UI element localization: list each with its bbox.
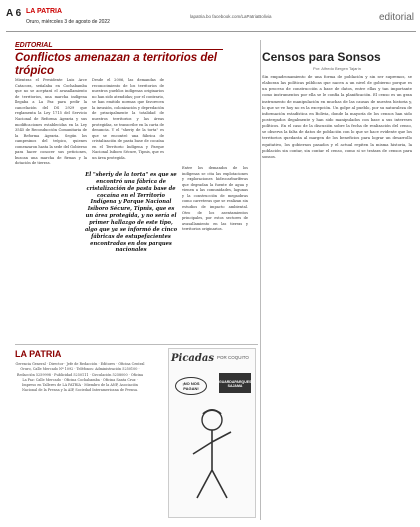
cartoon bbox=[168, 348, 256, 518]
opinion-author: Por: Alfredo Bergen Tajarín bbox=[313, 66, 361, 71]
staff-logo: LA PATRIA bbox=[15, 349, 62, 359]
speech-bubble: ¡NO NOS PAGAN! bbox=[175, 377, 207, 395]
pull-quote: El "sheriy de la torta" es que se encontró una fábrica de cristalización de pasta base de cocaína en el Territorio Indígena y Parque Nacional Isiboro Sécure, Tipnis, que es un área protegida, y no sería el primer hallazgo de este tipo, algo que ya se informó de cinco fábricas de estupefacientes encontradas en dos parques nacionales bbox=[84, 172, 178, 254]
editorial-title: Conflictos amenazan a territorios del trópico bbox=[15, 52, 217, 77]
cartoon-figure-icon bbox=[181, 404, 243, 504]
column-divider bbox=[260, 40, 261, 520]
editorial-column-1: Mientras el Presidente Luis Arce Catacora, señalaba en Cochabamba que no se aceptará el avasallamiento de territorios, una marcha indígena llegaba a La Paz para pedir la cancelación del DS 2929 que reglamenta la Ley 1715 del Servicio Nacional de Reforma Agraria y sus modificaciones establecidas en la Ley 3545 de Reconducción Comunitaria de la Reforma Agraria. Según los campesinos del trópico, quienes comenzaron hasta la sede del Gobierno para hacer conocer sus peticiones, buscan una marcha de firmas y la dotación de tierras. bbox=[15, 78, 87, 166]
editorial-column-2: Desde el 2006, las demandas de reconocimiento de los territorios de nuestros pueblos indígenas originarios no han sido atendidas; por el contrario, se han emitido normas que favorecen la invasión, colonización y depredación de principalmente la totalidad de nuestros territorios y las áreas protegidas, se transcribe en la carta de denuncia. Y el "sheriy de la torta" es que se encontró una fábrica de cristalización de pasta base de cocaína en el Territorio Indígena y Parque Nacional Isiboro Sécure, Tipnis, que es un área protegida. bbox=[92, 78, 164, 160]
cartoon-author: POR COQUITO bbox=[217, 355, 249, 360]
newspaper-logo: LA PATRIA bbox=[26, 8, 63, 15]
page-number: A 6 bbox=[6, 8, 22, 19]
cartoon-brand: Picadas bbox=[171, 353, 214, 364]
cartoon-sign: GUARDAPARQUES SAJAMA bbox=[219, 373, 251, 393]
editorial-tab: EDITORIAL bbox=[15, 42, 223, 50]
staff-box: Gerencia General · Director · Jefe de Redacción · Editores · Oficina Central Oruro, Calle Mercado Nº 1092 · Teléfonos: Administración 5250100 · Redacción 5259998 · Publicidad 5250111 · Circulación 5258000 · Oficina La Paz: Calle Mercado · Oficina Cochabamba · Oficina Santa Cruz · Impreso en Talleres de LA PATRIA · Miembro de la ANP, Asociación Nacional de la Prensa y la AIP, Sociedad Interamericana de Prensa. bbox=[15, 362, 145, 393]
page-header bbox=[6, 6, 416, 32]
divider bbox=[15, 344, 258, 345]
opinion-title: Censos para Sonsos bbox=[262, 50, 381, 64]
opinion-body: Sin empadronamiento de una forma de población y sin ser supremos, se elaboran las políticas públicas que nacen a un nivel de gobierno porque es un proceso de construcción a base de datos, entre ellas y tan importante como instrumentos por ella se le confía la planificación. El censo es un gran instrumento de manipulación en muchas de las causas de nuestra historia y, lo que se ve hoy no es la excepción. Un golpe al pueblo, por su naturaleza de información estadística en Bolivia, donde la mayoría de los censos han sido postergados ilegalmente y han sido manipulados con base a sus intereses políticos. En el caso de la discusión sobre la fecha de realización del censo, se observa la falta de datos de población con lo que se hace evidente que los territorios quedarán al margen de los beneficios para lograr un desarrollo equitativo, los gobiernos pasados y el actual repiten la misma historia, la población sin contar, sin contar el censo, como si se tratara de censos para sonsos. bbox=[262, 74, 412, 159]
editorial-column-3: Entre los demandos de los indígenas se cita las explotaciones y exploraciones hidrocarburíferas que degradan la fuente de agua y vienen a las comunidades, lagunas y la construcción de megaobras como carreteras que se realizan sin estudios de impacto ambiental. Otro de los asentamientos principales, por estos sectores de avasallamiento en las tierras y territorios originarios. bbox=[182, 166, 248, 232]
header-center-text: lapatria.bo facebook.com/LaPatriaBolivia bbox=[190, 14, 272, 19]
section-name: editorial bbox=[378, 12, 414, 23]
issue-date: Oruro, miércoles 3 de agosto de 2022 bbox=[26, 19, 110, 25]
